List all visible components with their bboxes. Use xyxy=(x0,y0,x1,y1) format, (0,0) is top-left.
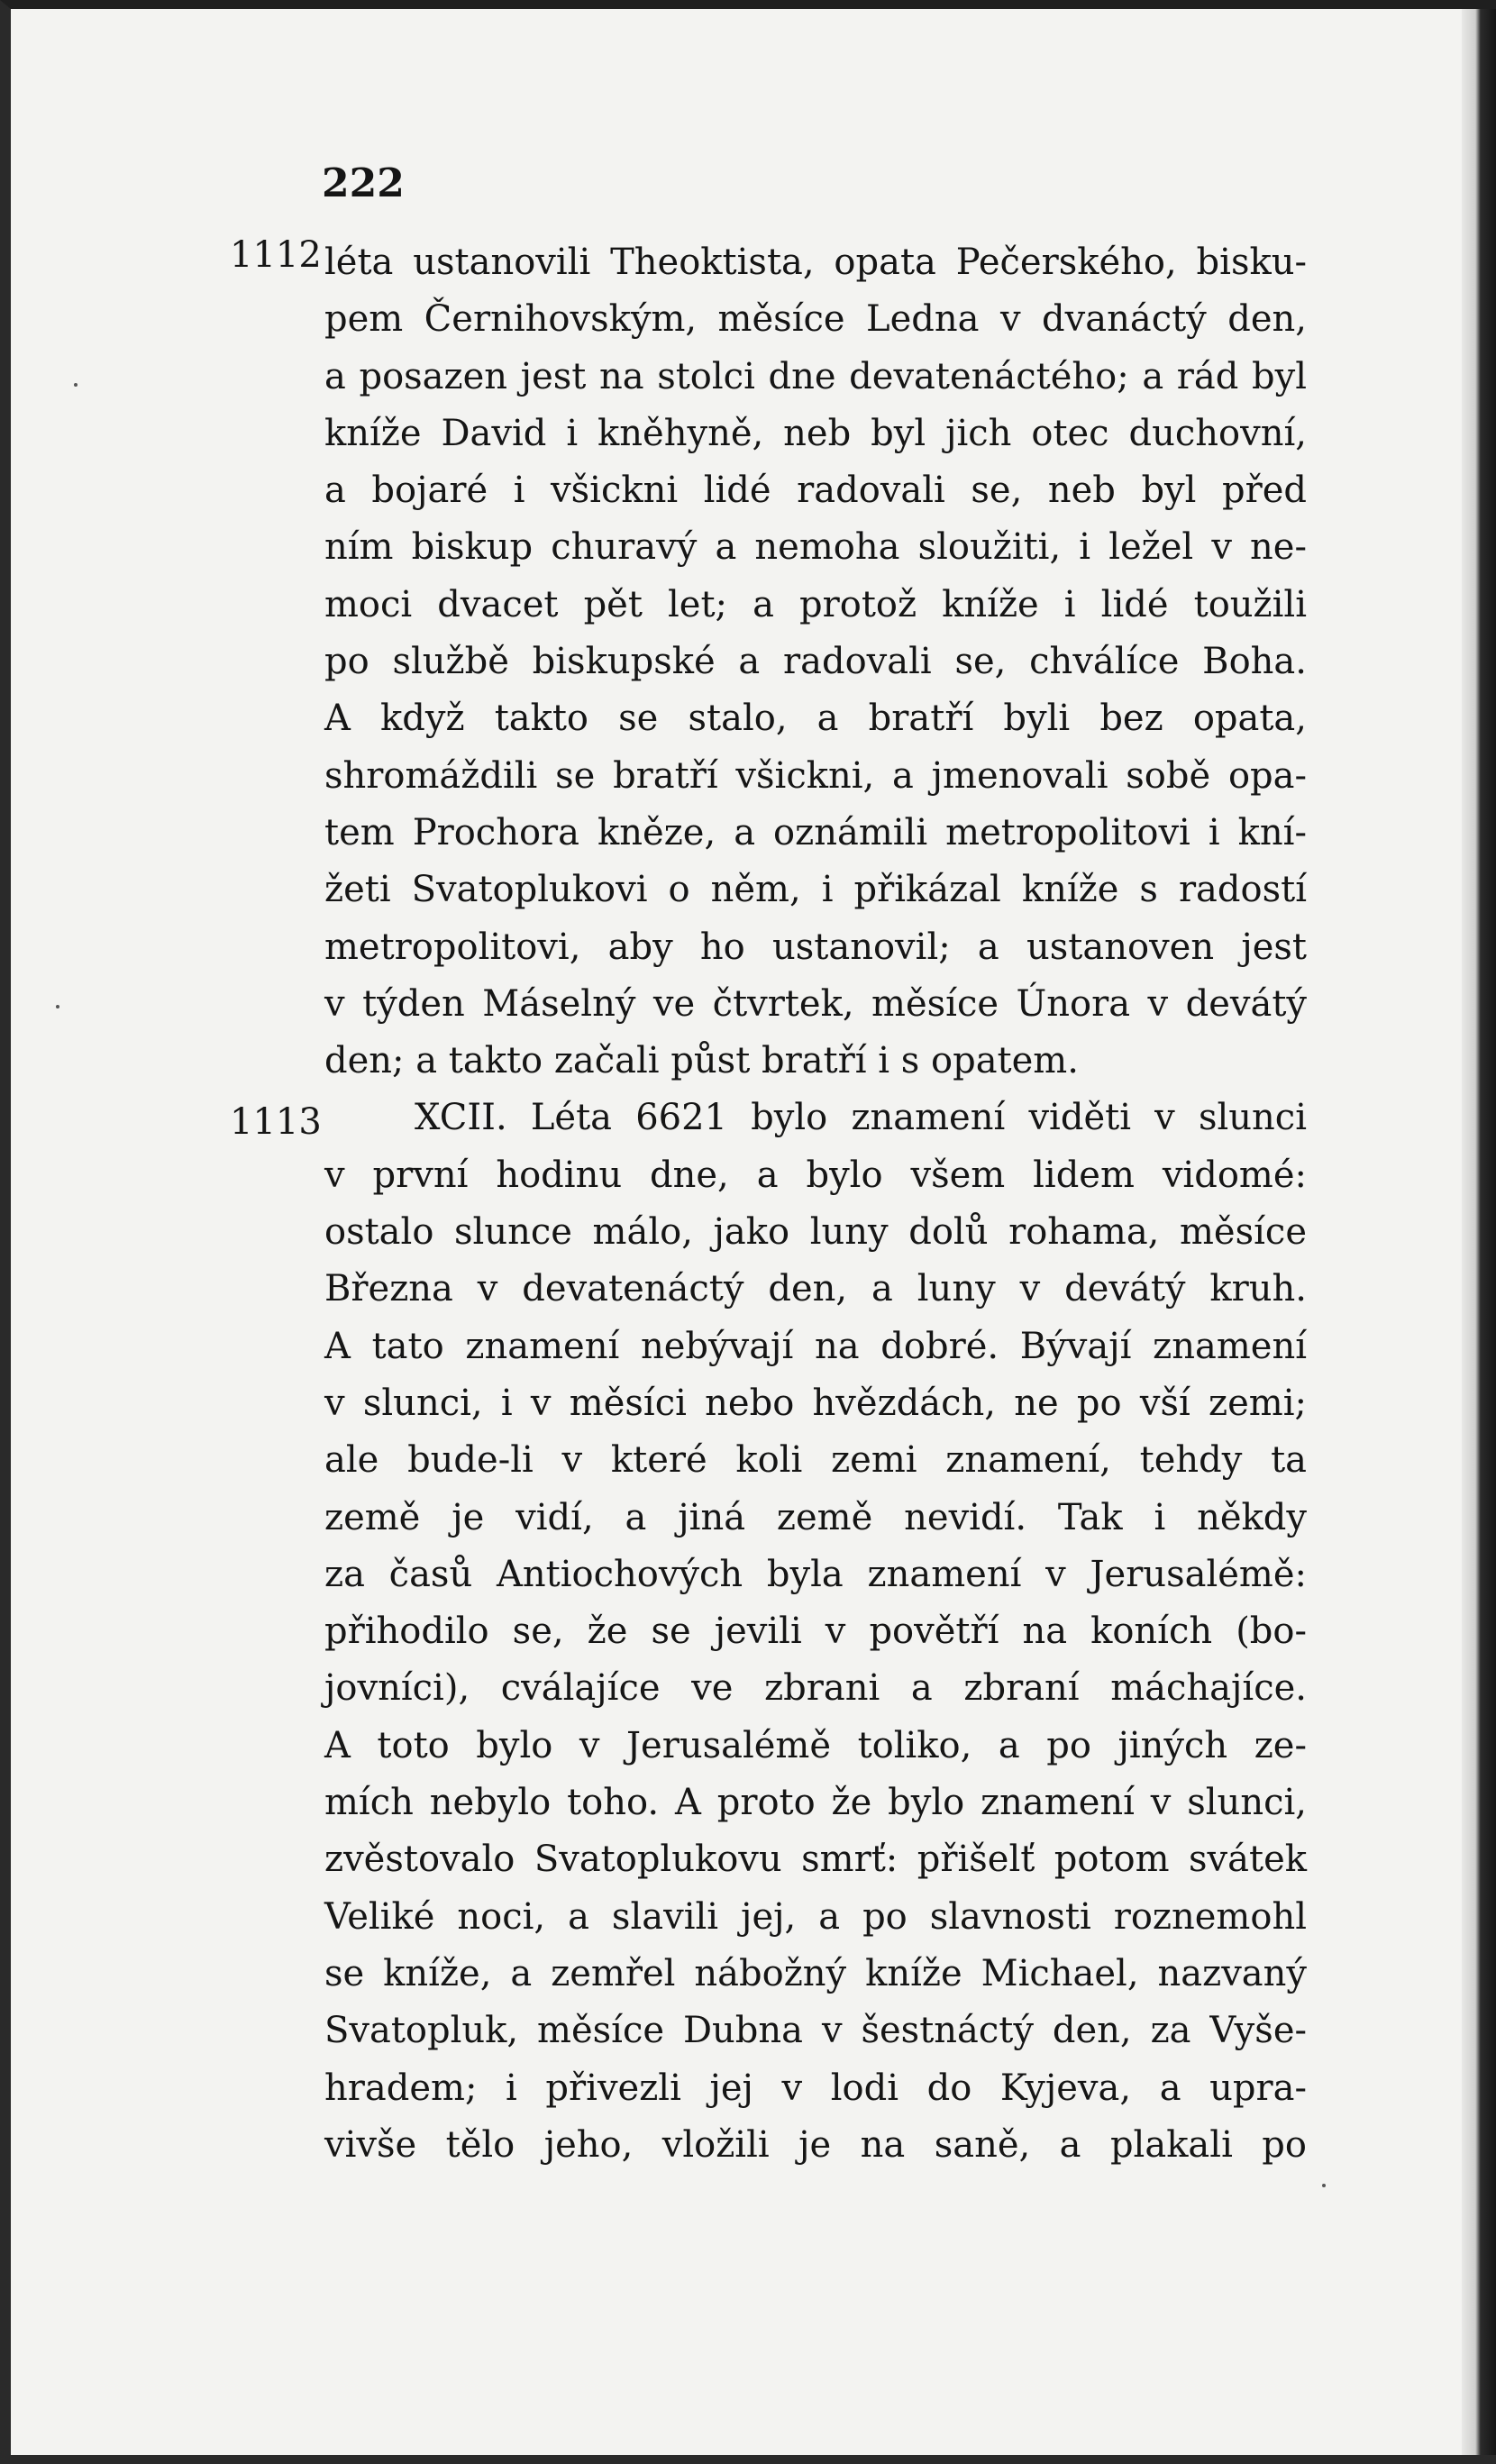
chapter-opening: XCII. Léta 6621 bylo znamení viděti v slunci xyxy=(415,1097,1307,1139)
text-line: den; a takto začali půst bratří i s opatem. xyxy=(324,1040,1079,1082)
text-line: A když takto se stalo, a bratří byli bez opata, xyxy=(324,698,1307,740)
text-line: Svatopluk, měsíce Dubna v šestnáctý den, za Vyše- xyxy=(324,2010,1307,2052)
text-line: ostalo slunce málo, jako luny dolů rohama, měsíce xyxy=(324,1211,1307,1254)
page-number: 222 xyxy=(322,160,405,206)
text-line: pem Černihovským, měsíce Ledna v dvanáctý den, xyxy=(324,298,1307,341)
text-line: v první hodinu dne, a bylo všem lidem vidomé: xyxy=(324,1154,1307,1196)
page-edge-shadow xyxy=(1462,9,1496,2464)
paragraph-1 xyxy=(324,234,1307,1090)
text-line: mích nebylo toho. A proto že bylo znamení v slunci, xyxy=(324,1782,1307,1824)
text-line: ním biskup churavý a nemoha sloužiti, i ležel v ne- xyxy=(324,526,1307,569)
text-line: tem Prochora kněze, a oznámili metropolitovi i kní- xyxy=(324,811,1307,853)
text-line: se kníže, a zemřel nábožný kníže Michael, nazvaný xyxy=(324,1952,1307,1994)
text-line: kníže David i kněhyně, neb byl jich otec duchovní, xyxy=(324,412,1307,454)
text-line: žeti Svatoplukovi o něm, i přikázal kníže s radostí xyxy=(324,869,1307,911)
text-line: Března v devatenáctý den, a luny v devátý kruh. xyxy=(324,1268,1307,1310)
text-line: hradem; i přivezli jej v lodi do Kyjeva, a upra- xyxy=(324,2067,1307,2109)
paper-speck xyxy=(56,1005,59,1008)
text-line: Veliké noci, a slavili jej, a po slavnosti roznemohl xyxy=(324,1895,1307,1938)
text-line: zvěstovalo Svatoplukovu smrť: přišelť potom svátek xyxy=(324,1839,1307,1881)
body-text xyxy=(324,234,1307,2174)
text-line: po službě biskupské a radovali se, chválíce Boha. xyxy=(324,641,1307,683)
text-line: vivše tělo jeho, vložili je na saně, a plakali po xyxy=(324,2123,1307,2166)
margin-year-1112: 1112 xyxy=(230,234,322,276)
text-line-first xyxy=(324,1090,1307,1146)
text-line: země je vidí, a jiná země nevidí. Tak i někdy xyxy=(324,1496,1307,1538)
text-line: léta ustanovili Theoktista, opata Pečerského, bisku- xyxy=(324,242,1307,283)
text-line: a posazen jest na stolci dne devatenáctého; a rád byl xyxy=(324,355,1307,397)
text-line: v slunci, i v měsíci nebo hvězdách, ne po vší zemi; xyxy=(324,1382,1307,1424)
margin-year-1113: 1113 xyxy=(230,1101,322,1143)
text-line: A tato znamení nebývají na dobré. Bývají znamení xyxy=(324,1325,1307,1367)
text-line: v týden Máselný ve čtvrtek, měsíce Února v devátý xyxy=(324,982,1307,1025)
text-line: metropolitovi, aby ho ustanovil; a ustanoven jest xyxy=(324,926,1307,968)
text-line: shromáždili se bratří všickni, a jmenovali sobě opa- xyxy=(324,754,1307,797)
paragraph-2 xyxy=(324,1090,1307,2174)
text-line: za časů Antiochových byla znamení v Jerusalémě: xyxy=(324,1553,1307,1595)
paper-speck xyxy=(74,383,78,387)
text-line: ale bude-li v které koli zemi znamení, tehdy ta xyxy=(324,1439,1307,1482)
text-line: jovníci), cválajíce ve zbrani a zbraní máchajíce. xyxy=(324,1667,1307,1710)
text-line: přihodilo se, že se jevili v povětří na koních (bo- xyxy=(324,1611,1307,1653)
paper-speck xyxy=(1322,2184,1326,2187)
text-line: moci dvacet pět let; a protož kníže i lidé toužili xyxy=(324,583,1307,625)
text-line: A toto bylo v Jerusalémě toliko, a po jiných ze- xyxy=(324,1724,1307,1766)
text-line: a bojaré i všickni lidé radovali se, neb byl před xyxy=(324,470,1307,512)
